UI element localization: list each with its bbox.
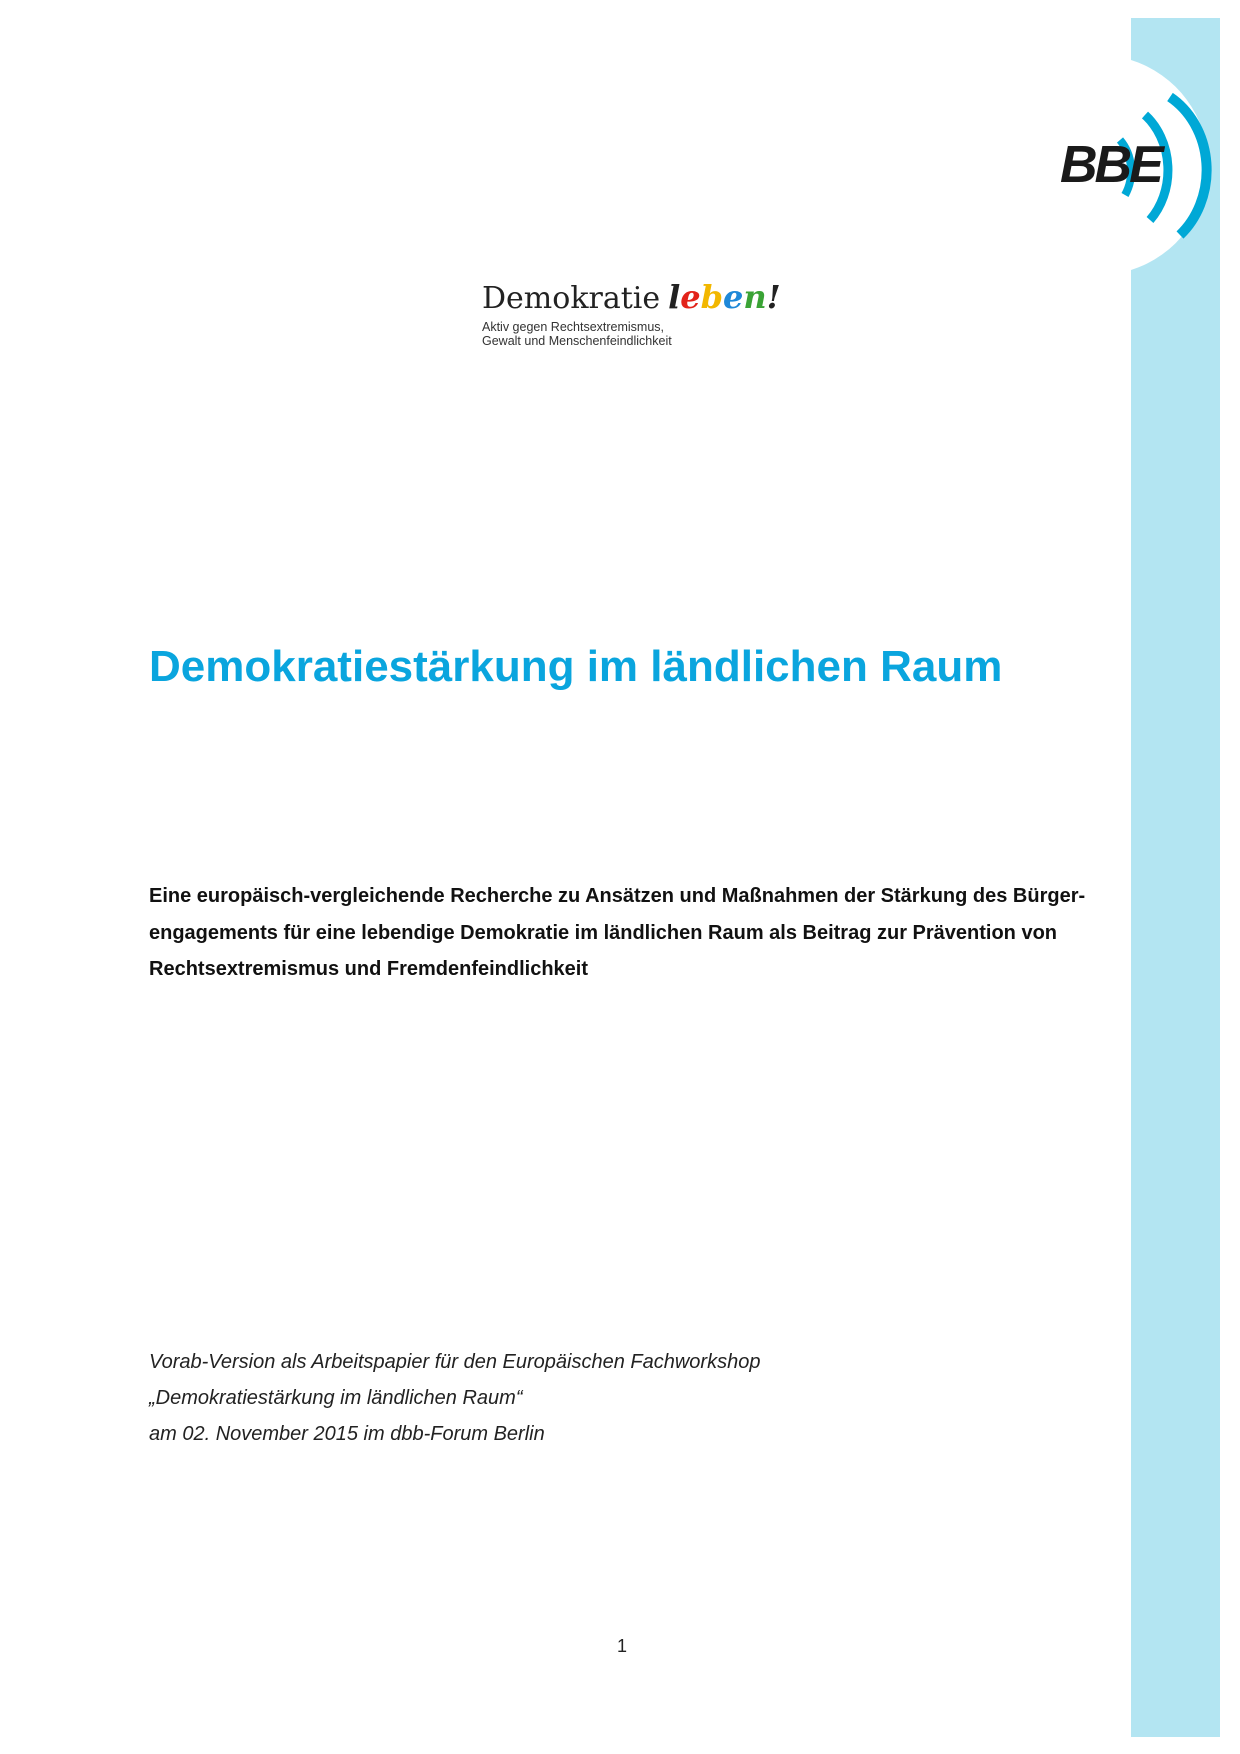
logo-tagline xyxy=(482,320,781,348)
subtitle-line: engagements für eine lebendige Demokratie im ländlichen Raum als Beitrag zur Prävention von xyxy=(149,921,1058,944)
bbe-logo-text: BBE xyxy=(1060,136,1161,194)
document-title: Demokratiestärkung im ländlichen Raum xyxy=(149,642,1003,691)
meta-line: Vorab-Version als Arbeitspapier für den Europäischen Fachworkshop xyxy=(149,1351,761,1373)
subtitle-line: Rechtsextremismus und Fremdenfeindlichkeit xyxy=(149,958,589,980)
meta-line: „Demokratiestärkung im ländlichen Raum“ xyxy=(149,1387,523,1409)
document-meta xyxy=(149,1344,760,1452)
meta-line: am 02. November 2015 im dbb-Forum Berlin xyxy=(149,1423,545,1445)
logo-tagline-1: Aktiv gegen Rechtsextremismus, xyxy=(482,320,665,334)
logo-accent-text: leben! xyxy=(668,278,781,316)
demokratie-leben-logo xyxy=(482,278,781,348)
logo-main-text: Demokratie xyxy=(482,281,661,316)
document-subtitle xyxy=(149,878,1089,988)
subtitle-line: Eine europäisch-vergleichende Recherche zu Ansätzen und Maßnahmen der Stärkung des Bürger- xyxy=(149,885,1086,907)
logo-tagline-2: Gewalt und Menschenfeindlichkeit xyxy=(482,334,672,348)
side-color-band xyxy=(1131,18,1220,1737)
page-number: 1 xyxy=(617,1636,628,1656)
